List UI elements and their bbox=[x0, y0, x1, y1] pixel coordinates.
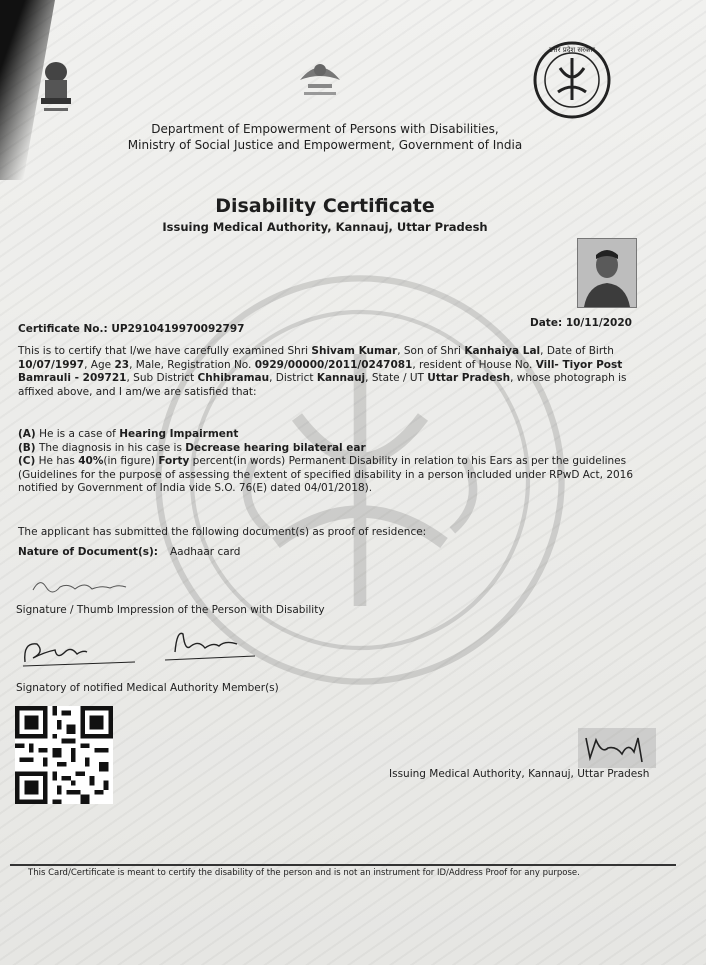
issuing-authority-subtitle: Issuing Medical Authority, Kannauj, Uttar Pradesh bbox=[162, 220, 488, 234]
certification-paragraph: This is to certify that I/we have carefully examined Shri Shivam Kumar, Son of Shri Kanhaiya Lal, Date of Birth 10/07/1997, Age 23, Male, Registration No. 0929/00000/2011/0247081, resident of House No. Vill- Tiyor Post Bamrauli - 209721, Sub District Chhibramau, District Kannauj, State / UT Uttar Pradesh, whose photograph is affixed above, and I am/we are satisfied that: bbox=[18, 345, 627, 398]
footer-divider bbox=[10, 864, 676, 866]
seal-text: उत्तर प्रदेश सरकार bbox=[548, 46, 596, 54]
qr-code-icon bbox=[15, 706, 113, 804]
findings bbox=[18, 428, 648, 496]
applicant-signature-caption: Signature / Thumb Impression of the Person with Disability bbox=[16, 604, 325, 616]
finding-a: (A) He is a case of Hearing Impairment bbox=[18, 428, 239, 440]
certificate-number: Certificate No.: UP2910419970092797 bbox=[18, 323, 245, 335]
applicant-signature bbox=[30, 575, 130, 597]
residence-proof-line: The applicant has submitted the following document(s) as proof of residence: bbox=[18, 526, 427, 538]
up-government-seal-icon bbox=[532, 40, 612, 120]
department-line-1: Department of Empowerment of Persons with Disabilities, bbox=[151, 122, 499, 136]
page-title: Disability Certificate bbox=[215, 195, 435, 217]
person-photo-icon bbox=[578, 239, 636, 307]
document-label: Nature of Document(s): bbox=[18, 546, 158, 558]
certificate-date: Date: 10/11/2020 bbox=[530, 317, 632, 329]
medical-member-signatures bbox=[15, 622, 265, 672]
issuing-authority-caption: Issuing Medical Authority, Kannauj, Uttar Pradesh bbox=[389, 768, 650, 780]
national-emblem-icon bbox=[35, 58, 77, 120]
medical-authority-members-caption: Signatory of notified Medical Authority Member(s) bbox=[16, 682, 279, 694]
department-line-2: Ministry of Social Justice and Empowerment, Government of India bbox=[127, 138, 523, 152]
applicant-photo bbox=[577, 238, 637, 308]
authority-signature bbox=[578, 728, 656, 768]
document-value: Aadhaar card bbox=[170, 546, 241, 558]
finding-c: (C) He has 40%(in figure) Forty percent(in words) Permanent Disability in relation to his Ears as per the guidelines (Guidelines for the purpose of assessing the extent of specified disability in a person included under RPwD Act, 2016 notified by Government of India vide S.O. 76(E) dated 04/01/2018). bbox=[18, 455, 634, 494]
state-emblem-icon bbox=[290, 50, 350, 105]
footer-disclaimer: This Card/Certificate is meant to certify the disability of the person and is not an instrument for ID/Address Proof for any purpose. bbox=[28, 868, 580, 878]
finding-b: (B) The diagnosis in his case is Decrease hearing bilateral ear bbox=[18, 441, 366, 454]
